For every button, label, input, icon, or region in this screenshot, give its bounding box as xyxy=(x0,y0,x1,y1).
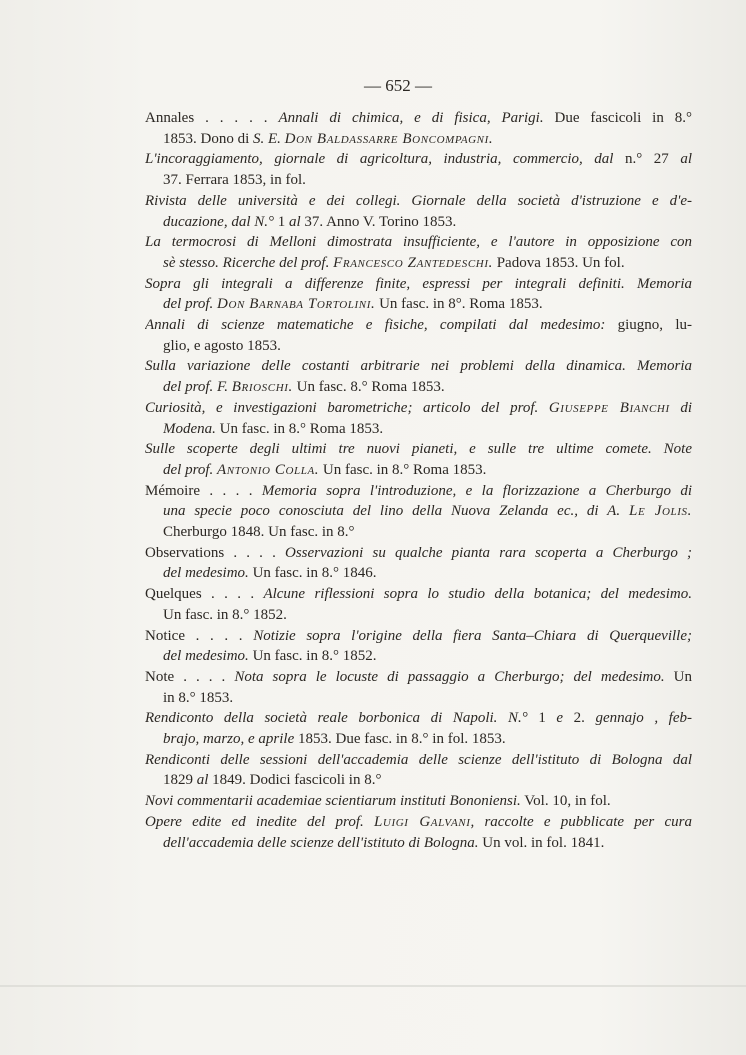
entry-text: 1 xyxy=(277,213,289,230)
title-text: Rivista delle università e dei collegi. Giornale della società d'istruzione e d'e- xyxy=(145,192,692,209)
bibliography-entry-continuation xyxy=(163,294,692,315)
title-text: sè stesso. Ricerche del prof. xyxy=(163,254,334,271)
title-text: Rendiconto della società reale borbonica di Napoli. N.° xyxy=(145,710,539,727)
title-text: di xyxy=(669,399,692,416)
author-name: Don Barnaba Tortolini. xyxy=(217,296,376,313)
bibliography-entry xyxy=(145,708,692,729)
bibliography-entry xyxy=(145,791,692,812)
entry-text: Vol. 10, in fol. xyxy=(520,793,611,810)
bibliography-entry xyxy=(145,439,692,460)
bibliography-entry xyxy=(145,481,692,502)
author-name: Luigi Galvani xyxy=(373,813,471,830)
author-name: Brioschi. xyxy=(231,379,293,396)
title-text: al xyxy=(289,213,305,230)
entry-text: 1853. Due fasc. in 8.° in fol. 1853. xyxy=(298,731,506,747)
entry-text: 1853. Dono di xyxy=(163,130,253,147)
entry-text: Un fasc. in 8.° Roma 1853. xyxy=(319,461,487,478)
title-text: Curiosità, e investigazioni barometriche; articolo del prof. xyxy=(145,399,549,416)
author-name: Antonio Colla. xyxy=(217,461,320,478)
entry-text: giugno, lu- xyxy=(605,317,692,333)
entry-text: Un fasc. in 8.° 1852. xyxy=(163,606,287,623)
page-fold-shadow xyxy=(0,985,746,987)
entry-text: 37. Anno V. Torino 1853. xyxy=(304,213,457,230)
entry-text: Due fascicoli in 8.° xyxy=(543,110,692,126)
title-text: Rendiconti delle sessioni dell'accademia delle scienze dell'istituto di Bologna dal xyxy=(145,751,692,768)
title-text: al xyxy=(196,772,213,789)
entry-text: Un fasc. 8.° Roma 1853. xyxy=(292,379,445,396)
page-number: — 652 — xyxy=(364,76,432,95)
title-text: Novi commentarii academiae scientiarum instituti Bononiensi. xyxy=(145,793,521,810)
author-name: Don Baldassarre Boncompagni. xyxy=(284,130,494,147)
title-text: una specie poco conosciuta del lino della Nuova Zelanda ec., di A. xyxy=(163,503,629,520)
entry-text: n.° 27 xyxy=(625,151,681,168)
title-text: dell'accademia delle scienze dell'istituto di Bologna. xyxy=(163,834,479,851)
author-name: Francesco Zantedeschi. xyxy=(333,254,493,271)
entry-text: Observations . . . . xyxy=(145,544,286,561)
bibliography-entry-continuation xyxy=(163,522,692,543)
entry-text: Un vol. in fol. 1841. xyxy=(478,834,605,851)
entry-text: Notice . . . . xyxy=(145,627,254,644)
bibliography-entry-continuation xyxy=(163,501,692,522)
bibliography-entry xyxy=(145,543,692,564)
bibliography-entry xyxy=(145,626,692,647)
bibliography-entry-continuation xyxy=(163,377,692,398)
title-text: Alcune riflessioni sopra lo studio della botanica; del medesimo. xyxy=(263,586,692,603)
title-text: brajo, marzo, e aprile xyxy=(163,731,298,747)
entry-text: glio, e agosto 1853. xyxy=(163,337,281,354)
entry-text: Un xyxy=(664,668,692,685)
bibliography-entry xyxy=(145,750,692,771)
author-name: Giuseppe Bianchi xyxy=(548,399,670,416)
title-text: e xyxy=(556,710,574,727)
entry-text: Un fasc. in 8.° Roma 1853. xyxy=(215,420,384,437)
entry-text: 2. xyxy=(573,710,596,727)
bibliography-entry xyxy=(145,356,692,377)
entry-text: 1829 xyxy=(163,772,197,789)
bibliography-entry xyxy=(145,812,692,833)
title-text: La termocrosi di Melloni dimostrata insufficiente, e l'autore in opposizione con xyxy=(145,234,692,251)
title-text: Sopra gli integrali a differenze finite, espressi per integrali definiti. Memoria xyxy=(145,275,692,292)
title-text: L'incoraggiamento, giornale di agricoltura, industria, commercio, dal xyxy=(145,151,626,168)
entry-text: 1 xyxy=(538,710,557,727)
bibliography-entry-continuation xyxy=(163,688,692,709)
bibliography-entry-continuation xyxy=(163,770,692,791)
bibliography-entry-continuation xyxy=(163,212,692,233)
title-text: gennajo , feb- xyxy=(595,710,692,727)
title-text: Memoria sopra l'introduzione, e la florizzazione a Cherburgo di xyxy=(261,482,692,499)
bibliography-entry-continuation xyxy=(163,460,692,481)
title-text: al xyxy=(680,151,692,168)
bibliography-entry xyxy=(145,232,692,253)
bibliography-entry-continuation xyxy=(163,605,692,626)
bibliography-entry-continuation xyxy=(163,729,692,750)
bibliography-entry-continuation xyxy=(163,336,692,357)
title-text: del prof. xyxy=(163,461,218,478)
title-text: Notizie sopra l'origine della fiera Santa–Chiara di Querqueville; xyxy=(253,627,692,644)
entry-text: 1849. Dodici fascicoli in 8.° xyxy=(212,772,382,789)
title-text: del prof. xyxy=(163,296,218,313)
entry-text: Annales . . . . . xyxy=(145,110,279,126)
entry-text: Un fasc. in 8°. Roma 1853. xyxy=(375,296,543,313)
entry-text: 37. Ferrara 1853, in fol. xyxy=(163,172,306,189)
bibliography-entry xyxy=(145,274,692,295)
title-text: , raccolte e pubblicate per cura xyxy=(470,813,692,830)
bibliography-entry xyxy=(145,584,692,605)
title-text: Annali di chimica, e di fisica, Parigi. xyxy=(278,110,544,126)
bibliography-entry-continuation xyxy=(163,646,692,667)
title-text: del prof. F. xyxy=(163,379,232,396)
entry-text: Padova 1853. Un fol. xyxy=(492,254,625,271)
title-text: ducazione, dal N.° xyxy=(163,213,278,230)
title-text: del medesimo. xyxy=(163,565,249,582)
bibliography-entry xyxy=(145,149,692,170)
title-text: Nota sopra le locuste di passaggio a Cherburgo; del medesimo. xyxy=(234,668,665,685)
title-text: Opere edite ed inedite del prof. xyxy=(145,813,374,830)
bibliography-entry-continuation xyxy=(163,833,692,854)
bibliography-entry-continuation xyxy=(163,419,692,440)
title-text: S. E. xyxy=(253,130,285,147)
bibliography-entry xyxy=(145,315,692,336)
entry-text: Quelques . . . . xyxy=(145,586,264,603)
bibliography-entry xyxy=(145,191,692,212)
bibliography-entry xyxy=(145,108,692,129)
author-name: Le Jolis. xyxy=(629,503,692,520)
title-text: Osservazioni su qualche pianta rara scoperta a Cherburgo ; xyxy=(285,544,692,561)
bibliography-entry xyxy=(145,667,692,688)
bibliography-entry-continuation xyxy=(163,563,692,584)
title-text: Sulla variazione delle costanti arbitrarie nei problemi della dinamica. Memoria xyxy=(145,358,692,375)
entry-text: Un fasc. in 8.° 1852. xyxy=(248,648,377,665)
bibliography-entry xyxy=(145,398,692,419)
title-text: Sulle scoperte degli ultimi tre nuovi pianeti, e sulle tre ultime comete. Note xyxy=(145,441,692,458)
entry-text: Note . . . . xyxy=(145,668,235,685)
entry-text: Cherburgo 1848. Un fasc. in 8.° xyxy=(163,524,355,540)
title-text: Annali di scienze matematiche e fisiche, compilati dal medesimo: xyxy=(145,317,606,333)
entry-text: in 8.° 1853. xyxy=(163,689,234,706)
bibliography-entry-continuation xyxy=(163,170,692,191)
bibliography-entry-continuation xyxy=(163,253,692,274)
entry-text: Un fasc. in 8.° 1846. xyxy=(248,565,377,582)
title-text: Modena. xyxy=(163,420,216,437)
entry-text: Mémoire . . . . xyxy=(145,482,262,499)
title-text: del medesimo. xyxy=(163,648,249,665)
bibliography-entry-continuation xyxy=(163,129,692,150)
